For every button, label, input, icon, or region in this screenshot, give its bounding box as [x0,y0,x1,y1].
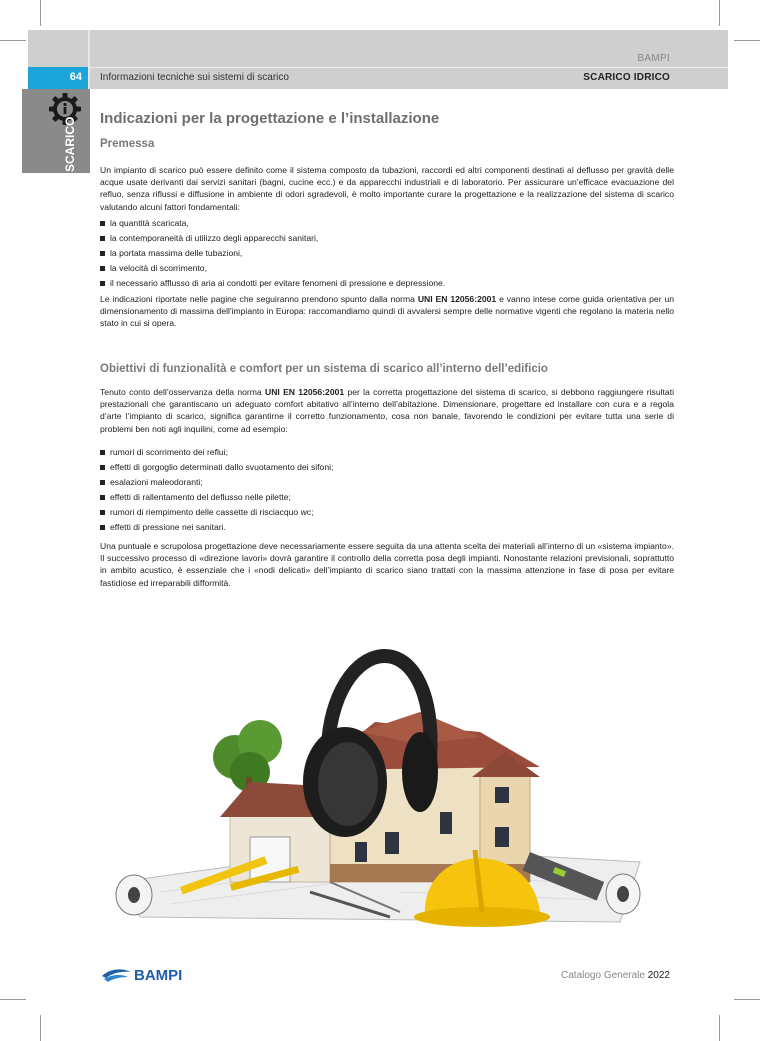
list-item: effetti di rallentamento del deflusso nelle pilette; [100,490,674,505]
header-rule [90,67,728,68]
header-brand: BAMPI [637,53,670,64]
section2-heading: Obiettivi di funzionalità e comfort per un sistema di scarico all’interno dell’edificio [100,363,548,375]
list-item: il necessario afflusso di aria ai condotti per evitare fenomeni di pressione e depressione. [100,276,674,291]
page-number: 64 [28,67,88,89]
side-tab-label: SCARICO [63,116,77,172]
section-title: Informazioni tecniche sui sistemi di scarico [100,72,289,83]
crop-mark [719,1015,720,1041]
section2-intro [100,386,674,435]
norm-reference: UNI EN 12056:2001 [264,387,345,397]
catalog-label: Catalogo Generale [561,970,645,981]
text-span: Le indicazioni riportate nelle pagine che seguiranno prendono spunto dalla norma [100,294,418,304]
section1-intro: Un impianto di scarico può essere definito come il sistema composto da tubazioni, raccordi ed altri componenti destinati al deflusso per gravità delle acque usate derivanti dai servizi sanitari (bagni, cucine ecc.) e da apparecchi industriali e di laboratorio. Per assicurare un'efficace evacuazione del refluo, senza riflussi e diffusione in ambiente di odori sgradevoli, è molto importante curare la progettazione e la realizzazione del sistema di scarico valutando alcuni fattori fondamentali: [100,165,674,212]
crop-mark [734,999,760,1000]
crop-mark [0,40,26,41]
crop-mark [719,0,720,26]
text-span: Tenuto conto dell’osservanza della norma [100,387,265,397]
crop-mark [0,999,26,1000]
text-span: e vanno intese come guida orientativa per un dimensionamento di massima dell'impianto in Europa: raccomandiamo quindi di avvalersi sempre delle normative vigenti che regolano la materia nello stato in cui si opera. [100,294,674,329]
page-title: Indicazioni per la progettazione e l’installazione [100,110,440,127]
category-label: SCARICO IDRICO [583,72,670,83]
text-span: per la corretta progettazione del sistema di scarico, si debbono raggiungere risultati prestazionali che garantiscano un adeguato comfort abitativo all’interno dell’abitazione. Dimensionare, progettare ed installare con cura e a regola d’arte l’impianto di scarico, significa garantirne il corretto funzionamento, cosa non banale, favorendo le condizioni per evitare tutta una serie di problemi ben noti agli inquilini, come ad esempio: [100,387,674,434]
list-item: la contemporaneità di utilizzo degli apparecchi sanitari, [100,231,674,246]
section2-closing: Una puntuale e scrupolosa progettazione deve necessariamente essere seguita da una attenta scelta dei materiali all’interno di un «sistema impianto». Il successivo processo di «direzione lavori» dovrà garantire il controllo della corretta posa degli impianti. Nonostante relazioni previsionali, soprattutto in ambito acustico, è essenziale che i «nodi delicati» dell’impianto di scarico siano trattati con la massima attenzione in fase di posa per evitare fastidiose ed irreparabili difformità. [100,541,674,588]
section1-closing [100,293,674,330]
crop-mark [734,40,760,41]
list-item: la quantità scaricata, [100,216,674,231]
list-item: rumori di riempimento delle cassette di risciacquo wc; [100,505,674,520]
header-divider [88,30,90,89]
crop-mark [40,0,41,26]
norm-reference: UNI EN 12056:2001 [417,294,497,304]
list-item: la portata massima delle tubazioni, [100,246,674,261]
list-item: effetti di gorgoglio determinati dallo svuotamento dei sifoni; [100,460,674,475]
list-item: la velocità di scorrimento, [100,261,674,276]
list-item: rumori di scorrimento dei reflui; [100,445,674,460]
catalog-year: 2022 [647,970,670,981]
bampi-logo [100,964,200,984]
section2-list [100,445,674,535]
crop-mark [40,1015,41,1041]
list-item: esalazioni maleodoranti; [100,475,674,490]
svg-text:BAMPI: BAMPI [134,967,183,984]
list-item: effetti di pressione nei sanitari. [100,520,674,535]
section1-heading: Premessa [100,138,155,150]
footer-catalog [561,970,670,981]
section1-list [100,216,674,291]
house-with-headphones-illustration [100,612,660,952]
